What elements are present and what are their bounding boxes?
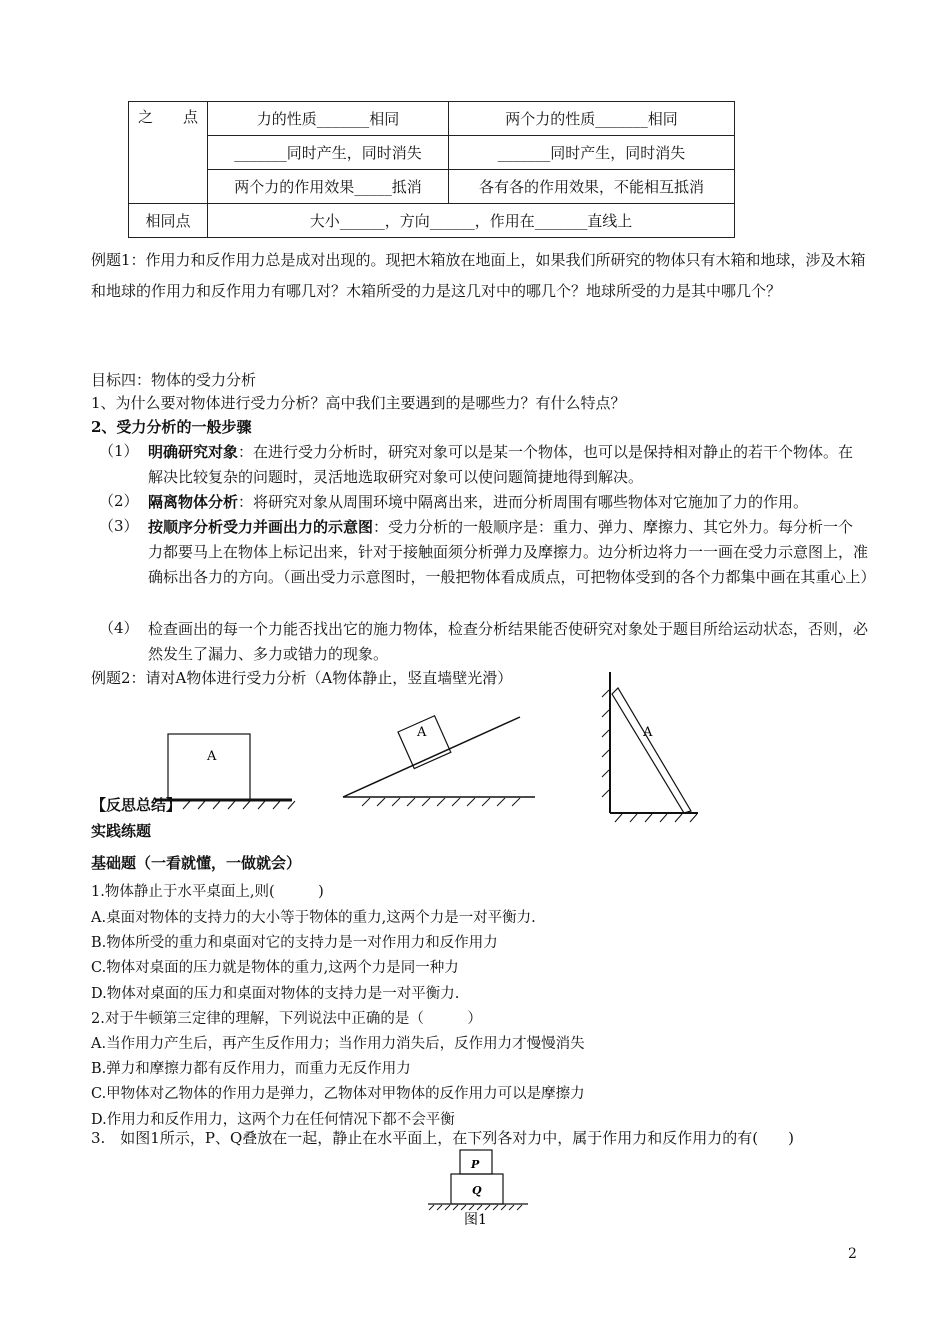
question-1-stem: 1.物体静止于水平桌面上,则( ) <box>91 884 324 900</box>
table-cell: 各有各的作用效果，不能相互抵消 <box>448 170 734 204</box>
step-title: 隔离物体分析 <box>148 493 239 511</box>
option-d: D.作用力和反作用力，这两个力在任何情况下都不会平衡 <box>91 1112 455 1128</box>
step-title: 按顺序分析受力并画出力的示意图 <box>148 518 374 536</box>
option-b: B.弹力和摩擦力都有反作用力，而重力无反作用力 <box>91 1061 411 1077</box>
step-number: （2） <box>99 492 139 510</box>
table-cell: 力的性质_______相同 <box>208 102 449 136</box>
step-title: 明确研究对象 <box>148 443 239 461</box>
reflect-heading: 【反思总结】 <box>91 796 182 814</box>
option-a: A.当作用力产生后，再产生反作用力；当作用力消失后，反作用力才慢慢消失 <box>91 1036 585 1052</box>
figure-1-caption: 图1 <box>464 1212 487 1228</box>
table-cell: 两个力的性质_______相同 <box>448 102 734 136</box>
step-number: （4） <box>99 619 139 637</box>
label-a: A <box>207 749 217 764</box>
figure-rod-against-wall <box>598 670 708 825</box>
table-cell: _______同时产生，同时消失 <box>448 136 734 170</box>
step-1 <box>148 440 868 490</box>
option-a: A.桌面对物体的支持力的大小等于物体的重力,这两个力是一对平衡力. <box>91 910 536 926</box>
figure-1-stacked-blocks <box>420 1148 540 1228</box>
step-text: 检查画出的每一个力能否找出它的施力物体，检查分析结果能否使研究对象处于题目所给运动状态，否则，必然发生了漏力、多力或错力的现象。 <box>148 620 869 663</box>
table-label-same: 相同点 <box>129 204 208 238</box>
basic-heading: 基础题（一看就懂，一做就会） <box>91 854 302 872</box>
table-label-diff: 之 点 <box>129 102 208 204</box>
example-1: 例题1：作用力和反作用力总是成对出现的。现把木箱放在地面上，如果我们所研究的物体只有木箱和地球，涉及木箱和地球的作用力和反作用力有哪几对？木箱所受的力是这几对中的哪几个？地球所受的力是其中哪几个？ <box>91 251 866 300</box>
example-2: 例题2：请对A物体进行受力分析（A物体静止，竖直墙壁光滑） <box>91 669 513 687</box>
goal-4-heading: 目标四：物体的受力分析 <box>91 371 257 389</box>
label-a: A <box>643 725 653 740</box>
step-number: （1） <box>99 442 139 460</box>
step-number: （3） <box>99 517 139 535</box>
step-3 <box>148 515 876 590</box>
step-text: ：将研究对象从周围环境中隔离出来，进而分析周围有哪些物体对它施加了力的作用。 <box>238 493 809 511</box>
label-p: P <box>471 1158 480 1171</box>
step-2 <box>148 490 868 515</box>
comparison-table <box>128 101 735 238</box>
step-4 <box>148 617 868 667</box>
table-cell: 两个力的作用效果_____抵消 <box>208 170 449 204</box>
page-number: 2 <box>848 1246 857 1262</box>
option-b: B.物体所受的重力和桌面对它的支持力是一对作用力和反作用力 <box>91 935 498 951</box>
table-cell: _______同时产生，同时消失 <box>208 136 449 170</box>
figure-box-on-incline <box>340 712 540 807</box>
question-why-analyze: 1、为什么要对物体进行受力分析？高中我们主要遇到的是哪些力？有什么特点？ <box>91 394 626 412</box>
steps-heading: 2、受力分析的一般步骤 <box>91 418 252 436</box>
question-3-stem: 3. 如图1所示，P、Q叠放在一起，静止在水平面上，在下列各对力中，属于作用力和反作用力的有( ) <box>91 1129 794 1147</box>
option-d: D.物体对桌面的压力和桌面对物体的支持力是一对平衡力. <box>91 986 460 1002</box>
option-c: C.物体对桌面的压力就是物体的重力,这两个力是同一种力 <box>91 960 459 976</box>
label-a: A <box>417 725 427 740</box>
label-q: Q <box>472 1184 482 1197</box>
step-text: ：受力分析的一般顺序是：重力、弹力、摩擦力、其它外力。每分析一个力都要马上在物体上标记出来，针对于接触面须分析弹力及摩擦力。边分析边将力一一画在受力示意图上，准确标出各力的方向。（画出受力示意图时，一般把物体看成质点，可把物体受到的各个力都集中画在其重心上） <box>148 518 876 586</box>
table-cell: 大小______，方向______，作用在_______直线上 <box>208 204 735 238</box>
option-c: C.甲物体对乙物体的作用力是弹力，乙物体对甲物体的反作用力可以是摩擦力 <box>91 1086 585 1102</box>
question-2-stem: 2.对于牛顿第三定律的理解，下列说法中正确的是（ ） <box>91 1011 482 1027</box>
practice-heading: 实践练题 <box>91 822 152 840</box>
step-text: ：在进行受力分析时，研究对象可以是某一个物体，也可以是保持相对静止的若干个物体。在解决比较复杂的问题时，灵活地选取研究对象可以使问题简捷地得到解决。 <box>148 443 854 486</box>
